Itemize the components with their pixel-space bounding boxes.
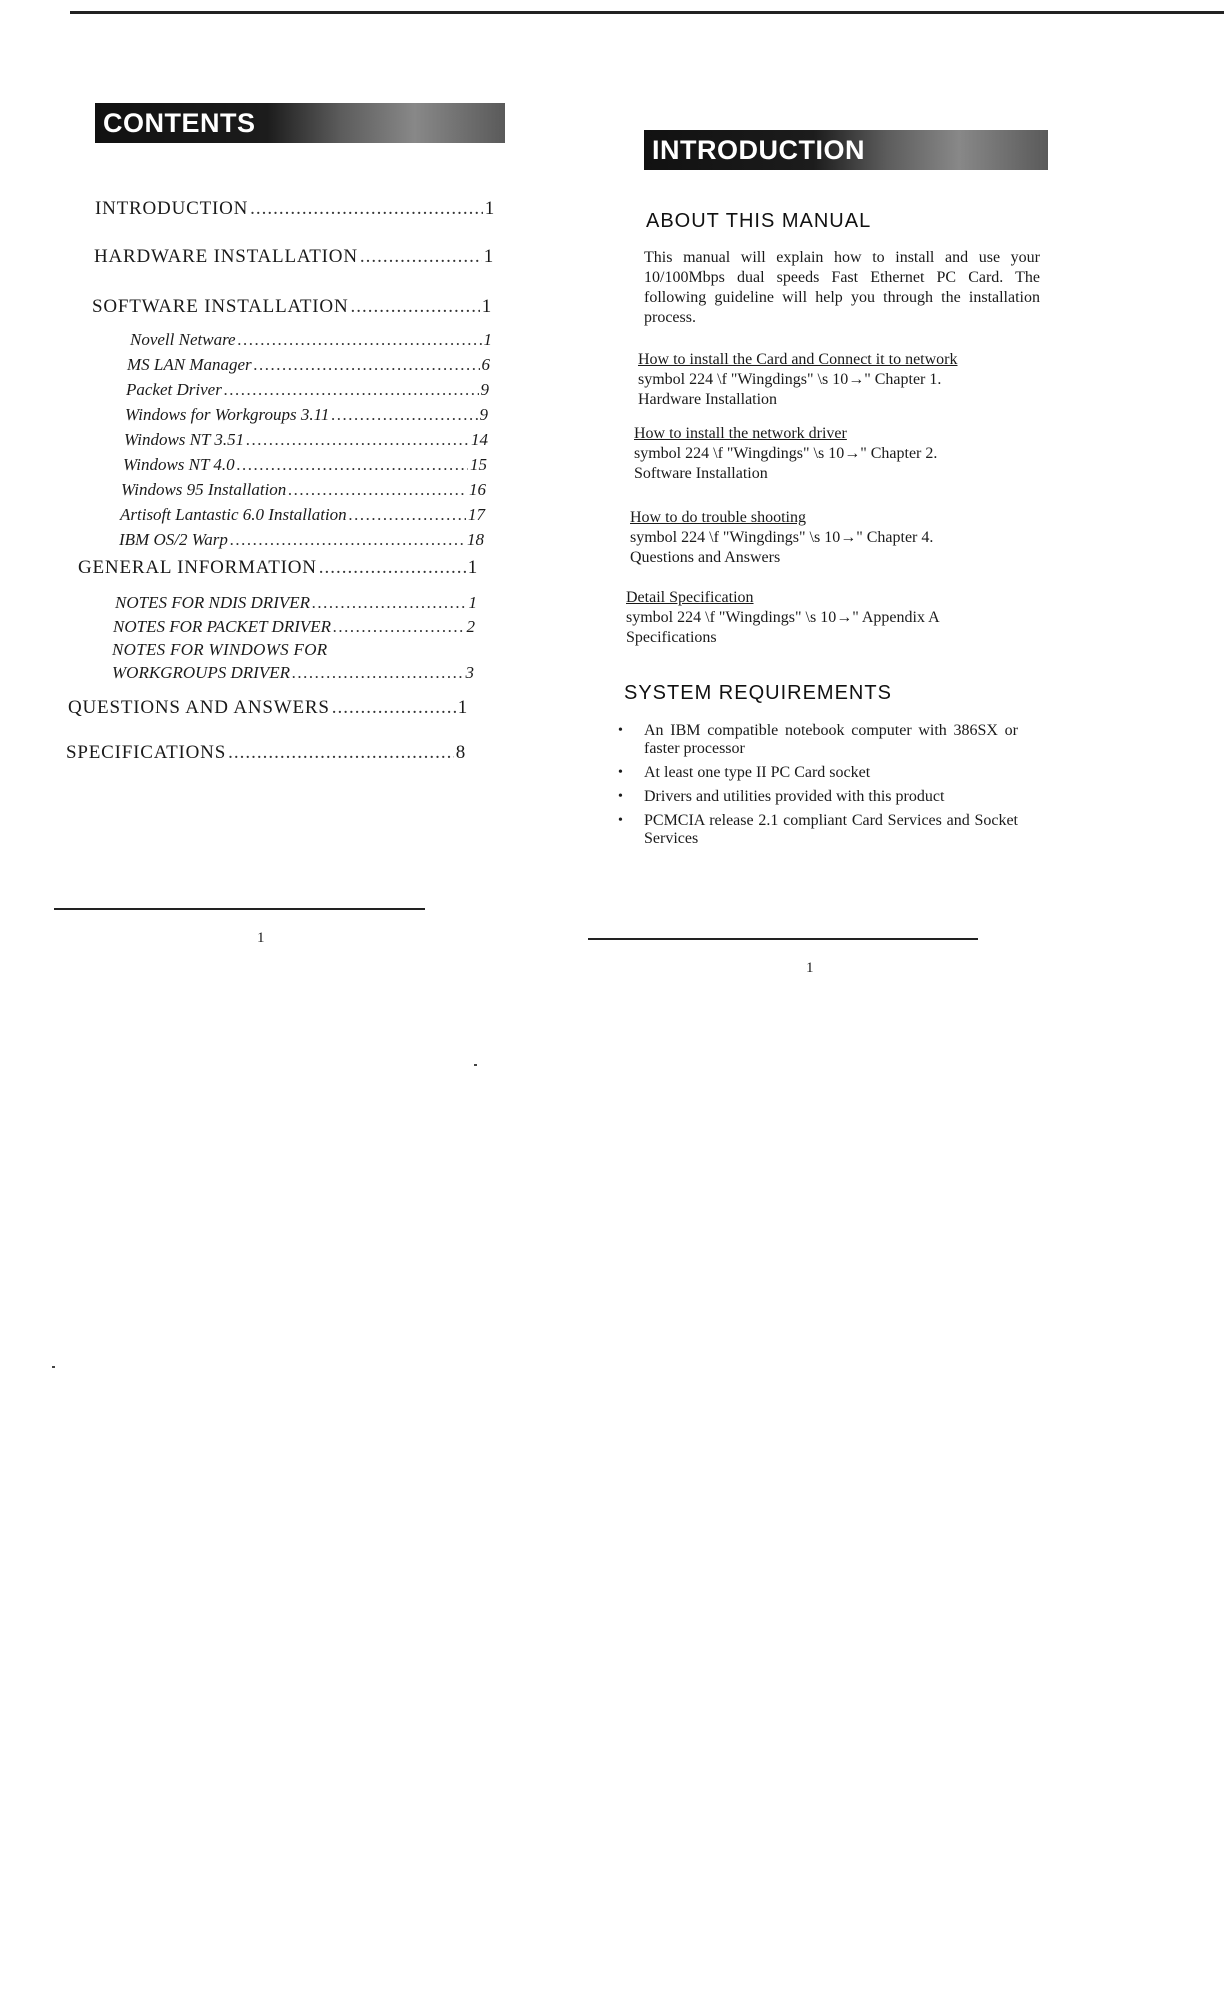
guide-troubleshooting (630, 508, 1042, 568)
toc-entry-label: MS LAN Manager (127, 355, 252, 374)
guide-link[interactable]: How to install the Card and Connect it to network (638, 351, 958, 368)
toc-entry-label: NOTES FOR NDIS DRIVER (115, 593, 311, 612)
toc-leader-dots (237, 455, 468, 475)
guide-link[interactable]: Detail Specification (626, 589, 754, 606)
toc-leader-dots (319, 557, 466, 579)
guide-reference: symbol 224 \f "Wingdings" \s 10→" Chapter 1. (638, 371, 942, 388)
list-item: • PCMCIA release 2.1 compliant Card Services and Socket Services (618, 812, 1018, 847)
toc-entry-label: QUESTIONS AND ANSWERS (68, 697, 330, 718)
guide-link[interactable]: How to install the network driver (634, 425, 847, 442)
contents-banner: CONTENTS (95, 103, 505, 143)
toc-entry-page: 2 (466, 617, 475, 636)
toc-entry-page: 8 (455, 742, 466, 763)
toc-entry-label: Artisoft Lantastic 6.0 Installation (120, 505, 347, 524)
toc-entry-label: IBM OS/2 Warp (119, 530, 228, 549)
toc-entry-label: GENERAL INFORMATION (78, 557, 317, 578)
toc-leader-dots (288, 480, 467, 500)
toc-entry-page: 9 (479, 405, 488, 424)
guide-reference: symbol 224 \f "Wingdings" \s 10→" Appendix A (626, 609, 940, 626)
guide-target: Specifications (626, 629, 717, 646)
toc-entry-page: 1 (467, 557, 478, 578)
scan-speck (52, 1366, 55, 1368)
toc-leader-dots (250, 198, 483, 220)
toc-entry-page: 9 (480, 380, 489, 399)
toc-entry-notes-packet-driver[interactable] (113, 617, 475, 637)
toc-leader-dots (333, 617, 464, 637)
page-number: 1 (806, 960, 814, 976)
bullet-icon: • (618, 789, 623, 804)
toc-leader-dots (254, 355, 480, 375)
toc-entry-notes-ndis-driver[interactable] (115, 593, 477, 613)
toc-entry-page: 1 (483, 246, 494, 267)
page-number: 1 (257, 930, 265, 946)
toc-entry-hardware-installation[interactable] (94, 246, 494, 268)
toc-entry-questions-and-answers[interactable] (68, 697, 468, 719)
list-item: • An IBM compatible notebook computer with 386SX or faster processor (618, 722, 1018, 757)
toc-leader-dots (360, 246, 482, 268)
guide-target: Software Installation (634, 465, 768, 482)
toc-leader-dots (230, 530, 465, 550)
toc-leader-dots (292, 663, 464, 683)
guide-target: Questions and Answers (630, 549, 781, 566)
guide-target: Hardware Installation (638, 391, 778, 408)
requirements-list (618, 722, 1018, 854)
toc-leader-dots (332, 697, 456, 719)
guide-reference: symbol 224 \f "Wingdings" \s 10→" Chapter 4. (630, 529, 934, 546)
toc-entry-artisoft-lantastic[interactable] (120, 505, 485, 525)
toc-entry-label: Packet Driver (126, 380, 222, 399)
toc-leader-dots (350, 296, 479, 318)
toc-entry-label: SPECIFICATIONS (66, 742, 227, 763)
toc-entry-label: NOTES FOR PACKET DRIVER (113, 617, 332, 636)
toc-entry-specifications[interactable] (66, 742, 466, 764)
toc-entry-label: Windows for Workgroups 3.11 (125, 405, 330, 424)
toc-entry-label: Novell Netware (130, 330, 236, 349)
scan-speck (474, 1064, 477, 1066)
toc-entry-introduction[interactable] (95, 198, 495, 220)
toc-entry-ibm-os2-warp[interactable] (119, 530, 484, 550)
toc-entry-windows-nt-351[interactable] (124, 430, 488, 450)
toc-entry-page: 1 (481, 296, 492, 317)
toc-leader-dots (331, 405, 477, 425)
toc-entry-notes-windows-for[interactable]: NOTES FOR WINDOWS FOR (112, 640, 328, 659)
toc-entry-general-information[interactable] (78, 557, 478, 579)
system-requirements-heading: SYSTEM REQUIREMENTS (624, 682, 892, 704)
bullet-icon: • (618, 813, 623, 828)
toc-entry-page: 1 (484, 198, 495, 219)
introduction-banner: INTRODUCTION (644, 130, 1048, 170)
toc-entry-windows-for-workgroups[interactable] (125, 405, 488, 425)
toc-leader-dots (246, 430, 469, 450)
about-heading: ABOUT THIS MANUAL (646, 210, 872, 232)
toc-leader-dots (224, 380, 479, 400)
toc-entry-workgroups-driver[interactable] (112, 663, 474, 683)
footer-rule (588, 938, 978, 940)
footer-rule (54, 908, 425, 910)
guide-software (634, 424, 1042, 484)
toc-entry-windows-95-installation[interactable] (121, 480, 486, 500)
toc-entry-page: 14 (471, 430, 488, 449)
bullet-icon: • (618, 765, 623, 780)
guide-link[interactable]: How to do trouble shooting (630, 509, 806, 526)
toc-entry-page: 15 (470, 455, 487, 474)
guide-hardware (638, 350, 1042, 410)
toc-entry-label: INTRODUCTION (95, 198, 249, 219)
guide-reference: symbol 224 \f "Wingdings" \s 10→" Chapter 2. (634, 445, 938, 462)
toc-entry-page: 1 (457, 697, 468, 718)
toc-entry-packet-driver[interactable] (126, 380, 489, 400)
toc-entry-label: Windows NT 4.0 (123, 455, 235, 474)
toc-leader-dots (238, 330, 482, 350)
toc-entry-label: Windows 95 Installation (121, 480, 287, 499)
toc-entry-page: 16 (469, 480, 486, 499)
toc-entry-page: 17 (468, 505, 485, 524)
toc-entry-label: WORKGROUPS DRIVER (112, 663, 290, 682)
top-border-rule (70, 11, 1224, 14)
toc-leader-dots (228, 742, 454, 764)
toc-entry-page: 1 (483, 330, 492, 349)
toc-entry-ms-lan-manager[interactable] (127, 355, 490, 375)
toc-entry-label: HARDWARE INSTALLATION (94, 246, 358, 267)
toc-entry-page: 6 (481, 355, 490, 374)
toc-entry-page: 1 (468, 593, 477, 612)
toc-entry-windows-nt-40[interactable] (123, 455, 487, 475)
toc-entry-label: SOFTWARE INSTALLATION (92, 296, 349, 317)
toc-entry-novell-netware[interactable] (130, 330, 492, 350)
about-intro-text: This manual will explain how to install and use your 10/100Mbps dual speeds Fast Ethernet PC Card. The following guideline will help you through the installation process. (644, 249, 1040, 326)
list-item: • At least one type II PC Card socket (618, 764, 871, 781)
toc-entry-page: 18 (467, 530, 484, 549)
bullet-icon: • (618, 723, 623, 738)
list-item: • Drivers and utilities provided with this product (618, 788, 945, 805)
toc-entry-software-installation[interactable] (92, 296, 492, 318)
toc-leader-dots (312, 593, 466, 613)
toc-entry-label: Windows NT 3.51 (124, 430, 245, 449)
toc-leader-dots (349, 505, 466, 525)
guide-specification (626, 588, 1042, 648)
toc-entry-page: 3 (465, 663, 474, 682)
